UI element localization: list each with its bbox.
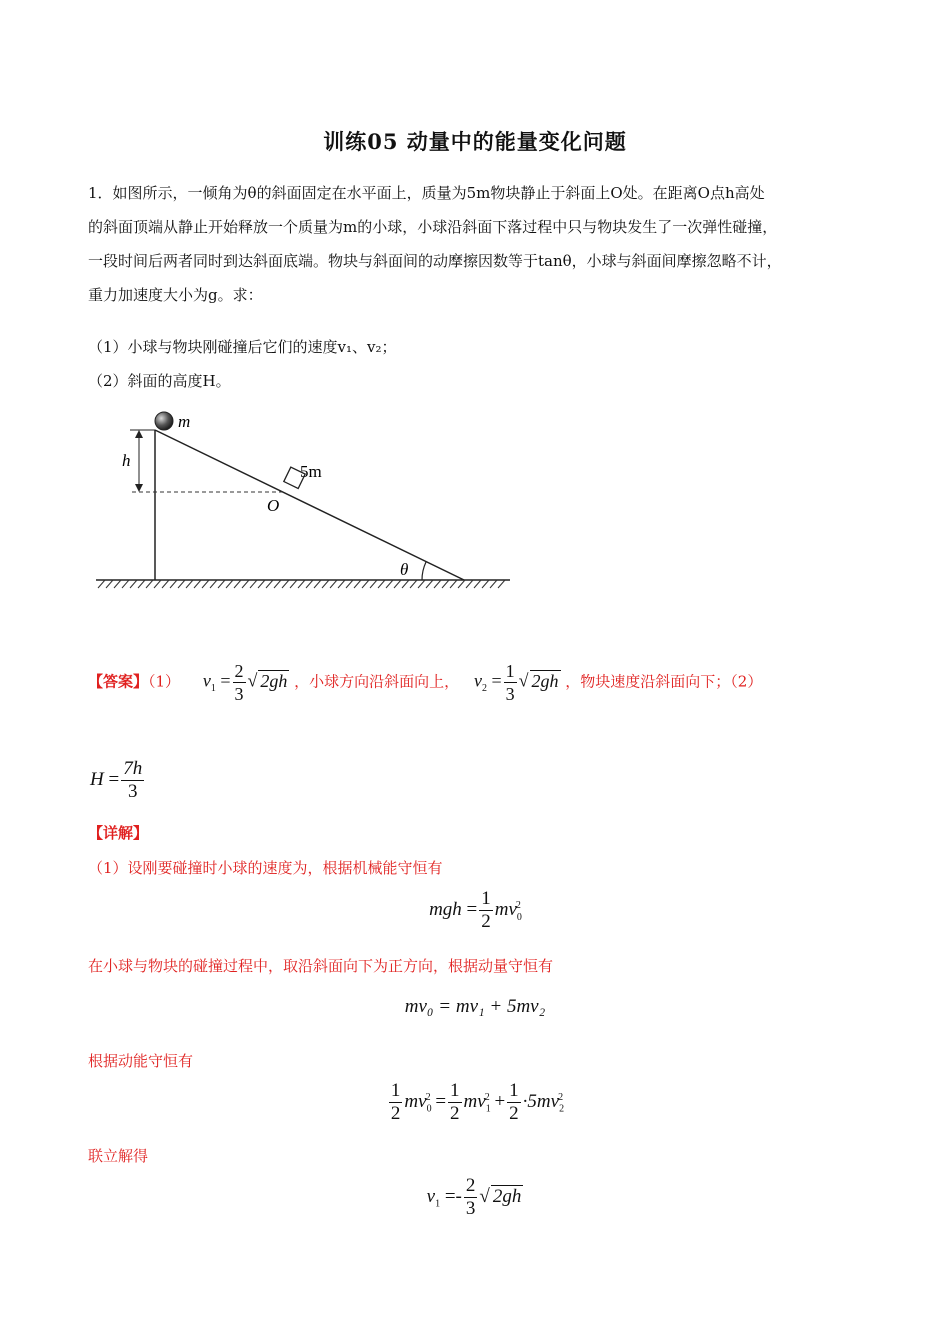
answer-part1: （1） — [148, 672, 181, 691]
ball — [155, 412, 173, 430]
label-m: m — [178, 412, 191, 431]
detail-step-2: 在小球与物块的碰撞过程中，取沿斜面向下为正方向，根据动量守恒有 — [88, 957, 554, 975]
problem-line-4: 重力加速度大小为g。求： — [88, 286, 263, 304]
H-expression: H = $\frac{7h}{3}$ — [90, 758, 143, 802]
page-title: 训练05 动量中的能量变化问题 — [323, 129, 627, 154]
equation-2: mv₀ = mv₁ + 5mv₂ — [404, 996, 546, 1017]
detail-step-1: （1）设刚要碰撞时小球的速度为，根据机械能守恒有 — [88, 859, 443, 877]
equation-3: $\frac{1}{2}$ $mv_0^2$ = $\frac{1}{2}$ $mv_1^2$ + $\frac{1}{2}$ $\cdot 5mv_2^2$ — [390, 1080, 565, 1124]
ground-hatch — [98, 580, 505, 588]
angle-arc — [422, 562, 426, 580]
v1-expression: $v_1$ = $\frac{2}{3}$ √ 2gh — [202, 661, 288, 704]
problem-statement — [88, 176, 878, 312]
equation-1: mgh = $\frac{1}{2}$ $mv_0^2$ — [429, 888, 522, 932]
label-h: h — [122, 451, 131, 470]
problem-line-3: 一段时间后两者同时到达斜面底端。物块与斜面间的动摩擦因数等于tanθ，小球与斜面间摩擦忽略不计， — [88, 252, 782, 270]
incline-line — [155, 430, 464, 580]
answer-line — [88, 660, 888, 705]
answer-tag: 【答案】 — [88, 672, 149, 691]
question-2: （2）斜面的高度H。 — [88, 372, 231, 390]
detail-tag: 【详解】 — [88, 824, 149, 842]
question-1: （1）小球与物块刚碰撞后它们的速度v₁、v₂； — [88, 338, 397, 356]
label-5m: 5m — [300, 462, 322, 481]
answer-text-1: ，小球方向沿斜面向上， — [294, 672, 460, 691]
incline-figure — [92, 405, 512, 595]
label-theta: θ — [400, 560, 409, 579]
detail-step-4: 联立解得 — [88, 1147, 149, 1165]
problem-line-2: 的斜面顶端从静止开始释放一个质量为m的小球，小球沿斜面下落过程中只与物块发生了一次弹性碰撞， — [88, 218, 778, 236]
problem-line-1: 1．如图所示，一倾角为θ的斜面固定在水平面上，质量为5m物块静止于斜面上O处。在距离O点h高处 — [88, 184, 765, 202]
detail-step-3: 根据动能守恒有 — [88, 1052, 194, 1070]
equation-4: $v_1$ =- $\frac{2}{3}$ √ 2gh — [426, 1175, 522, 1219]
v2-expression: $v_2$ = $\frac{1}{3}$ √ 2gh — [473, 661, 559, 704]
answer-text-2: ，物块速度沿斜面向下；（2） — [565, 672, 763, 691]
label-O: O — [267, 496, 280, 515]
